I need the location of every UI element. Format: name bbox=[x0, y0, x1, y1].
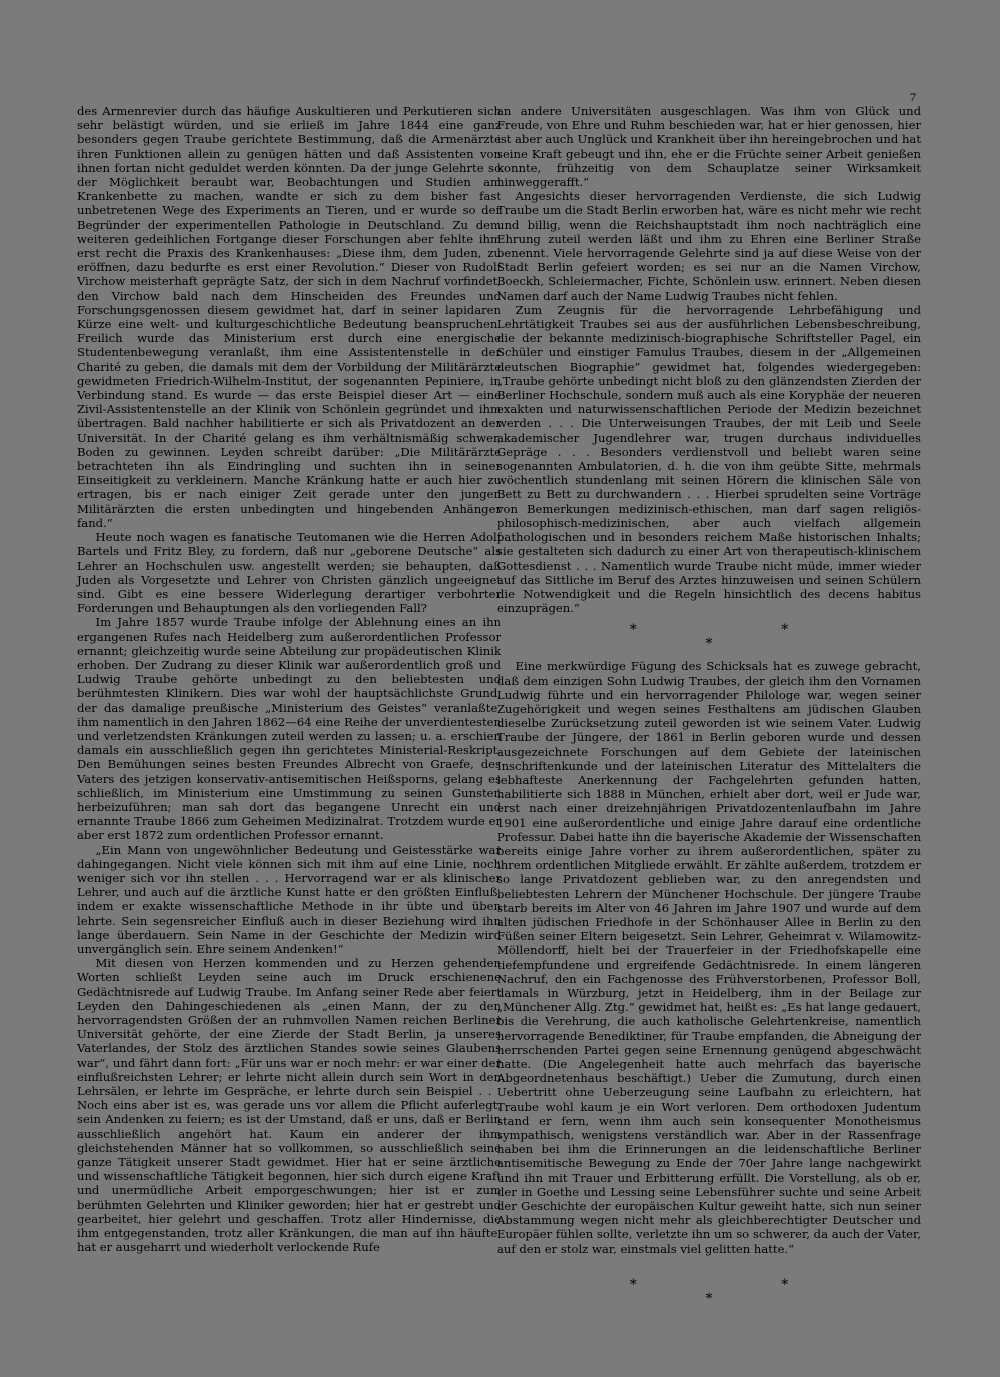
page-number: 7 bbox=[910, 90, 916, 104]
paragraph: Mit diesen von Herzen kommenden und zu Herzen gehenden Worten schließt Leyden seine auch im Druck erschienene Gedächtnisrede auf Ludwig Traube. Im Anfang seiner Rede aber feiert Leyden den Dahingeschiedenen als „einen Mann, der zu den hervorragendsten Größen der an ruhmvollen Namen reichen Berliner Universität gehörte, der eine Zierde der Stadt Berlin, ja unseres Vaterlandes, der Stolz des ärztlichen Standes sowie seines Glaubens war“, und fährt dann fort: „Für uns war er noch mehr: er war einer der einflußreichsten Lehrer; er lehrte nicht allein durch sein Wort in den Lehrsälen, er lehrte im Gespräche, er lehrte durch sein Beispiel . . . Noch eins aber ist es, was gerade uns vor allem die Pflicht auferlegt, sein Andenken zu feiern; es ist der Umstand, daß er uns, daß er Berlin ausschließlich angehört hat. Kaum ein anderer der ihm gleichstehenden Männer hat so vollkommen, so ausschließlich seine ganze Tätigkeit unserer Stadt gewidmet. Hier hat er seine ärztliche und wissenschaftliche Tätigkeit begonnen, hier sich durch eigene Kraft und unermüdliche Arbeit emporgeschwungen; hier ist er zum berühmten Gelehrten und Kliniker geworden; hier hat er gestrebt und gearbeitet, hier gelehrt und geschaffen. Trotz aller Hindernisse, die ihm entgegenstanden, trotz aller Kränkungen, die man auf ihn häufte, hat er ausgeharrt und wiederholt verlockende Rufe bbox=[77, 956, 501, 1255]
section-separator: * * * bbox=[629, 622, 859, 653]
section-separator: * * * bbox=[629, 1276, 859, 1307]
right-column bbox=[497, 104, 921, 1316]
paragraph: an andere Universitäten ausgeschlagen. Was ihm von Glück und Freude, von Ehre und Ruhm beschieden war, hat er hier genossen, hier ist aber auch Unglück und Krankheit über ihn hereingebrochen und hat seine Kraft gebeugt und ihn, ehe er die Früchte seiner Arbeit genießen konnte, frühzeitig von dem Schauplatze seiner Wirksamkeit hinweggerafft.“ bbox=[497, 104, 922, 190]
paragraph: Heute noch wagen es fanatische Teutomanen wie die Herren Adolf Bartels und Fritz Bley, zu fordern, daß nur „geborene Deutsche“ als Lehrer an Hochschulen usw. angestellt werden; sie behaupten, daß Juden als Vorgesetzte und Lehrer von Christen gänzlich ungeeignet sind. Gibt es eine bessere Widerlegung derartiger verbohrter Forderungen und Behauptungen als den vorliegenden Fall? bbox=[77, 530, 501, 616]
paragraph: Eine merkwürdige Fügung des Schicksals hat es zuwege gebracht, daß dem einzigen Sohn Ludwig Traubes, der gleich ihm den Vornamen Ludwig führte und ein hervorragender Philologe war, wegen seiner Zugehörigkeit und wegen seines Festhaltens am jüdischen Glauben dieselbe Zurücksetzung zuteil geworden ist wie seinem Vater. Ludwig Traube der Jüngere, der 1861 in Berlin geboren wurde und dessen ausgezeichnete Forschungen auf dem Gebiete der lateinischen Inschriftenkunde und der lateinischen Literatur des Mittelalters die lebhafteste Anerkennung der Fachgelehrten gefunden hatten, habilitierte sich 1888 in München, erhielt aber dort, weil er Jude war, erst nach einer dreizehnjährigen Privatdozentenlaufbahn im Jahre 1901 eine außerordentliche und einige Jahre darauf eine ordentliche Professur. Dabei hatte ihn die bayerische Akademie der Wissenschaften bereits einige Jahre vorher zu ihrem außerordentlichen, später zu ihrem ordentlichen Mitgliede erwählt. Er zählte außerdem, trotzdem er so lange Privatdozent geblieben war, zu den anregendsten und beliebtesten Lehrern der Münchener Hochschule. Der jüngere Traube starb bereits im Alter von 46 Jahren im Jahre 1907 und wurde auf dem alten jüdischen Friedhofe in der Schönhauser Allee in Berlin zu den Füßen seiner Eltern beigesetzt. Sein Lehrer, Geheimrat v. Wilamowitz-Möllendorff, hielt bei der Trauerfeier in der Friedhofskapelle eine tiefempfundene und ergreifende Gedächtnisrede. In einem längeren Nachruf, den ein Fachgenosse des Frühverstorbenen, Professor Boll, damals in Würzburg, jetzt in Heidelberg, ihm in der Beilage zur „Münchener Allg. Ztg.“ gewidmet hat, heißt es: „Es hat lange gedauert, bis die Verehrung, die auch katholische Gelehrtenkreise, namentlich hervorragende Benediktiner, für Traube empfanden, die Abneigung der herrschenden Partei gegen seine Ernennung genügend abgeschwächt hatte. (Die Angelegenheit hatte auch mehrfach das bayerische Abgeordnetenhaus beschäftigt.) Ueber die Zumutung, durch einen Uebertritt ohne Ueberzeugung seine Laufbahn zu erleichtern, hat Traube wohl kaum je ein Wort verloren. Dem orthodoxen Judentum stand er fern, wenn ihm auch sein konsequenter Monotheismus sympathisch, wenigstens verständlich war. Aber in der Rassenfrage haben bei ihm die Erinnerungen an die leidenschaftliche Berliner antisemitische Bewegung zu Ende der 70er Jahre lange nachgewirkt und ihn mit Trauer und Erbitterung erfüllt. Die Vorstellung, als ob er, der in Goethe und Lessing seine Lebensführer suchte und seine Arbeit der Geschichte der europäischen Kultur geweiht hatte, sich nun seiner Abstammung wegen nicht mehr als gleichberechtigter Deutscher und Europäer fühlen sollte, verletzte ihn um so schwerer, da auch der Vater, auf den er stolz war, einstmals viel gelitten hatte.“ bbox=[497, 659, 921, 1256]
left-column bbox=[77, 104, 501, 1254]
paragraph: Zum Zeugnis für die hervorragende Lehrbefähigung und Lehrtätigkeit Traubes sei aus der ausführlichen Lebensbeschreibung, die der bekannte medizinisch-biographische Schriftsteller Pagel, ein Schüler und einstiger Famulus Traubes, diesem in der „Allgemeinen deutschen Biographie“ gewidmet hat, folgendes wiedergegeben: „Traube gehörte unbedingt nicht bloß zu den glänzendsten Zierden der Berliner Hochschule, sondern muß auch als eine Koryphäe der neueren exakten und naturwissenschaftlichen Periode der Medizin bezeichnet werden . . . Die Unterweisungen Traubes, der mit Leib und Seele akademischer Jugendlehrer war, trugen durchaus individuelles Gepräge . . . Besonders verdienstvoll und beliebt waren seine sogenannten Ambulatorien, d. h. die von ihm geübte Sitte, mehrmals wöchentlich stundenlang mit seinen Hörern die klinischen Säle von Bett zu Bett zu durchwandern . . . Hierbei sprudelten seine Vorträge von Bemerkungen medizinisch-ethischen, man darf sagen religiös-philosophisch-medizinischen, aber auch vielfach allgemein pathologischen und in besonders reichem Maße historischen Inhalts; sie gestalteten sich dadurch zu einer Art von therapeutisch-klinischem Gottesdienst . . . Namentlich wurde Traube nicht müde, immer wieder auf das Sittliche im Beruf des Arztes hinzuweisen und seinen Schülern die Notwendigkeit und die Regeln hinsichtlich des decens habitus einzuprägen.“ bbox=[497, 302, 921, 616]
paragraph: Im Jahre 1857 wurde Traube infolge der Ablehnung eines an ihn ergangenen Rufes nach Heidelberg zum außerordentlichen Professor ernannt; gleichzeitig wurde seine Abteilung zur propädeutischen Klinik erhoben. Der Zudrang zu dieser Klinik war außerordentlich groß und Ludwig Traube gehörte unbedingt zu den beliebtesten und berühmtesten Klinikern. Dies war wohl der hauptsächlichste Grund, der das damalige preußische „Ministerium des Geistes“ veranlaßte, ihm namentlich in den Jahren 1862—64 eine Reihe der unverdientesten und verletzendsten Kränkungen zuteil werden zu lassen; u. a. erschien damals ein ausschließlich gegen ihn gerichtetes Ministerial-Reskript. Den Bemühungen seines besten Freundes Albrecht von Graefe, des Vaters des jetzigen konservativ-antisemitischen Heißsporns, gelang es schließlich, im Ministerium eine Umstimmung zu seinen Gunsten herbeizuführen; man sah dort das begangene Unrecht ein und ernannte Traube 1866 zum Geheimen Medizinalrat. Trotzdem wurde er aber erst 1872 zum ordentlichen Professor ernannt. bbox=[77, 615, 501, 843]
paragraph: „Ein Mann von ungewöhnlicher Bedeutung und Geistesstärke war dahingegangen. Nicht viele können sich mit ihm auf eine Linie, noch weniger sich vor ihn stellen . . . Hervorragend war er als klinischer Lehrer, und auch auf die ärztliche Kunst hatte er den größten Einfluß, indem er exakte wissenschaftliche Methode in ihr übte und üben lehrte. Sein segensreicher Einfluß auch in dieser Beziehung wird ihn lange überdauern. Sein Name in der Geschichte der Medizin wird unvergänglich sein. Ehre seinem Andenken!“ bbox=[77, 842, 501, 956]
paragraph: Angesichts dieser hervorragenden Verdienste, die sich Ludwig Traube um die Stadt Berlin erworben hat, wäre es nicht mehr wie recht und billig, wenn die Reichshauptstadt ihm noch nachträglich eine Ehrung zuteil werden läßt und ihm zu Ehren eine Berliner Straße benennt. Viele hervorragende Gelehrte sind ja auf diese Weise von der Stadt Berlin gefeiert worden; es sei nur an die Namen Virchow, Boeckh, Schleiermacher, Fichte, Schönlein usw. erinnert. Neben diesen Namen darf auch der Name Ludwig Traubes nicht fehlen. bbox=[497, 189, 921, 303]
paragraph: des Armenrevier durch das häufige Auskultieren und Perkutieren sich sehr belästigt würden, und sie erließ im Jahre 1844 eine ganz besonders gegen Traube gerichtete Bestimmung, daß die Armenärzte ihren Funktionen allein zu genügen hätten und daß Assistenten von ihnen fortan nicht geduldet werden könnten. Da der junge Gelehrte so der Möglichkeit beraubt war, Beobachtungen und Studien am Krankenbette zu machen, wandte er sich zu dem bisher fast unbetretenen Wege des Experiments an Tieren, und er wurde so der Begründer der experimentellen Pathologie in Deutschland. Zu dem weiteren gedeihlichen Fortgange dieser Forschungen aber fehlte ihm erst recht die Praxis des Krankenhauses: „Diese ihm, dem Juden, zu eröffnen, dazu bedurfte es erst einer Revolution.“ Dieser von Rudolf Virchow meisterhaft geprägte Satz, der sich in dem Nachruf vorfindet, den Virchow bald nach dem Hinscheiden des Freundes und Forschungsgenossen diesem gewidmet hat, darf in seiner lapidaren Kürze eine welt- und kulturgeschichtliche Bedeutung beanspruchen. Freilich wurde das Ministerium erst durch eine energische Studentenbewegung veranlaßt, ihm eine Assistentenstelle in der Charité zu geben, die damals mit dem der Vorbildung der Militärärzte gewidmeten Friedrich-Wilhelm-Institut, der sogenannten Pepiniere, in Verbindung stand. Es wurde — das erste Beispiel dieser Art — eine Zivil-Assistentenstelle an der Klinik von Schönlein gegründet und ihm übertragen. Bald nachher habilitierte er sich als Privatdozent an der Universität. In der Charité gelang es ihm verhältnismäßig schwer, Boden zu gewinnen. Leyden schreibt darüber: „Die Militärärzte betrachteten ihn als Eindringling und suchten ihn in seiner Einseitigkeit zu verkleinern. Manche Kränkung hatte er auch hier zu ertragen, bis er nach einiger Zeit gerade unter den jungen Militärärzten die ersten unbedingten und hingebenden Anhänger fand.“ bbox=[77, 104, 501, 530]
